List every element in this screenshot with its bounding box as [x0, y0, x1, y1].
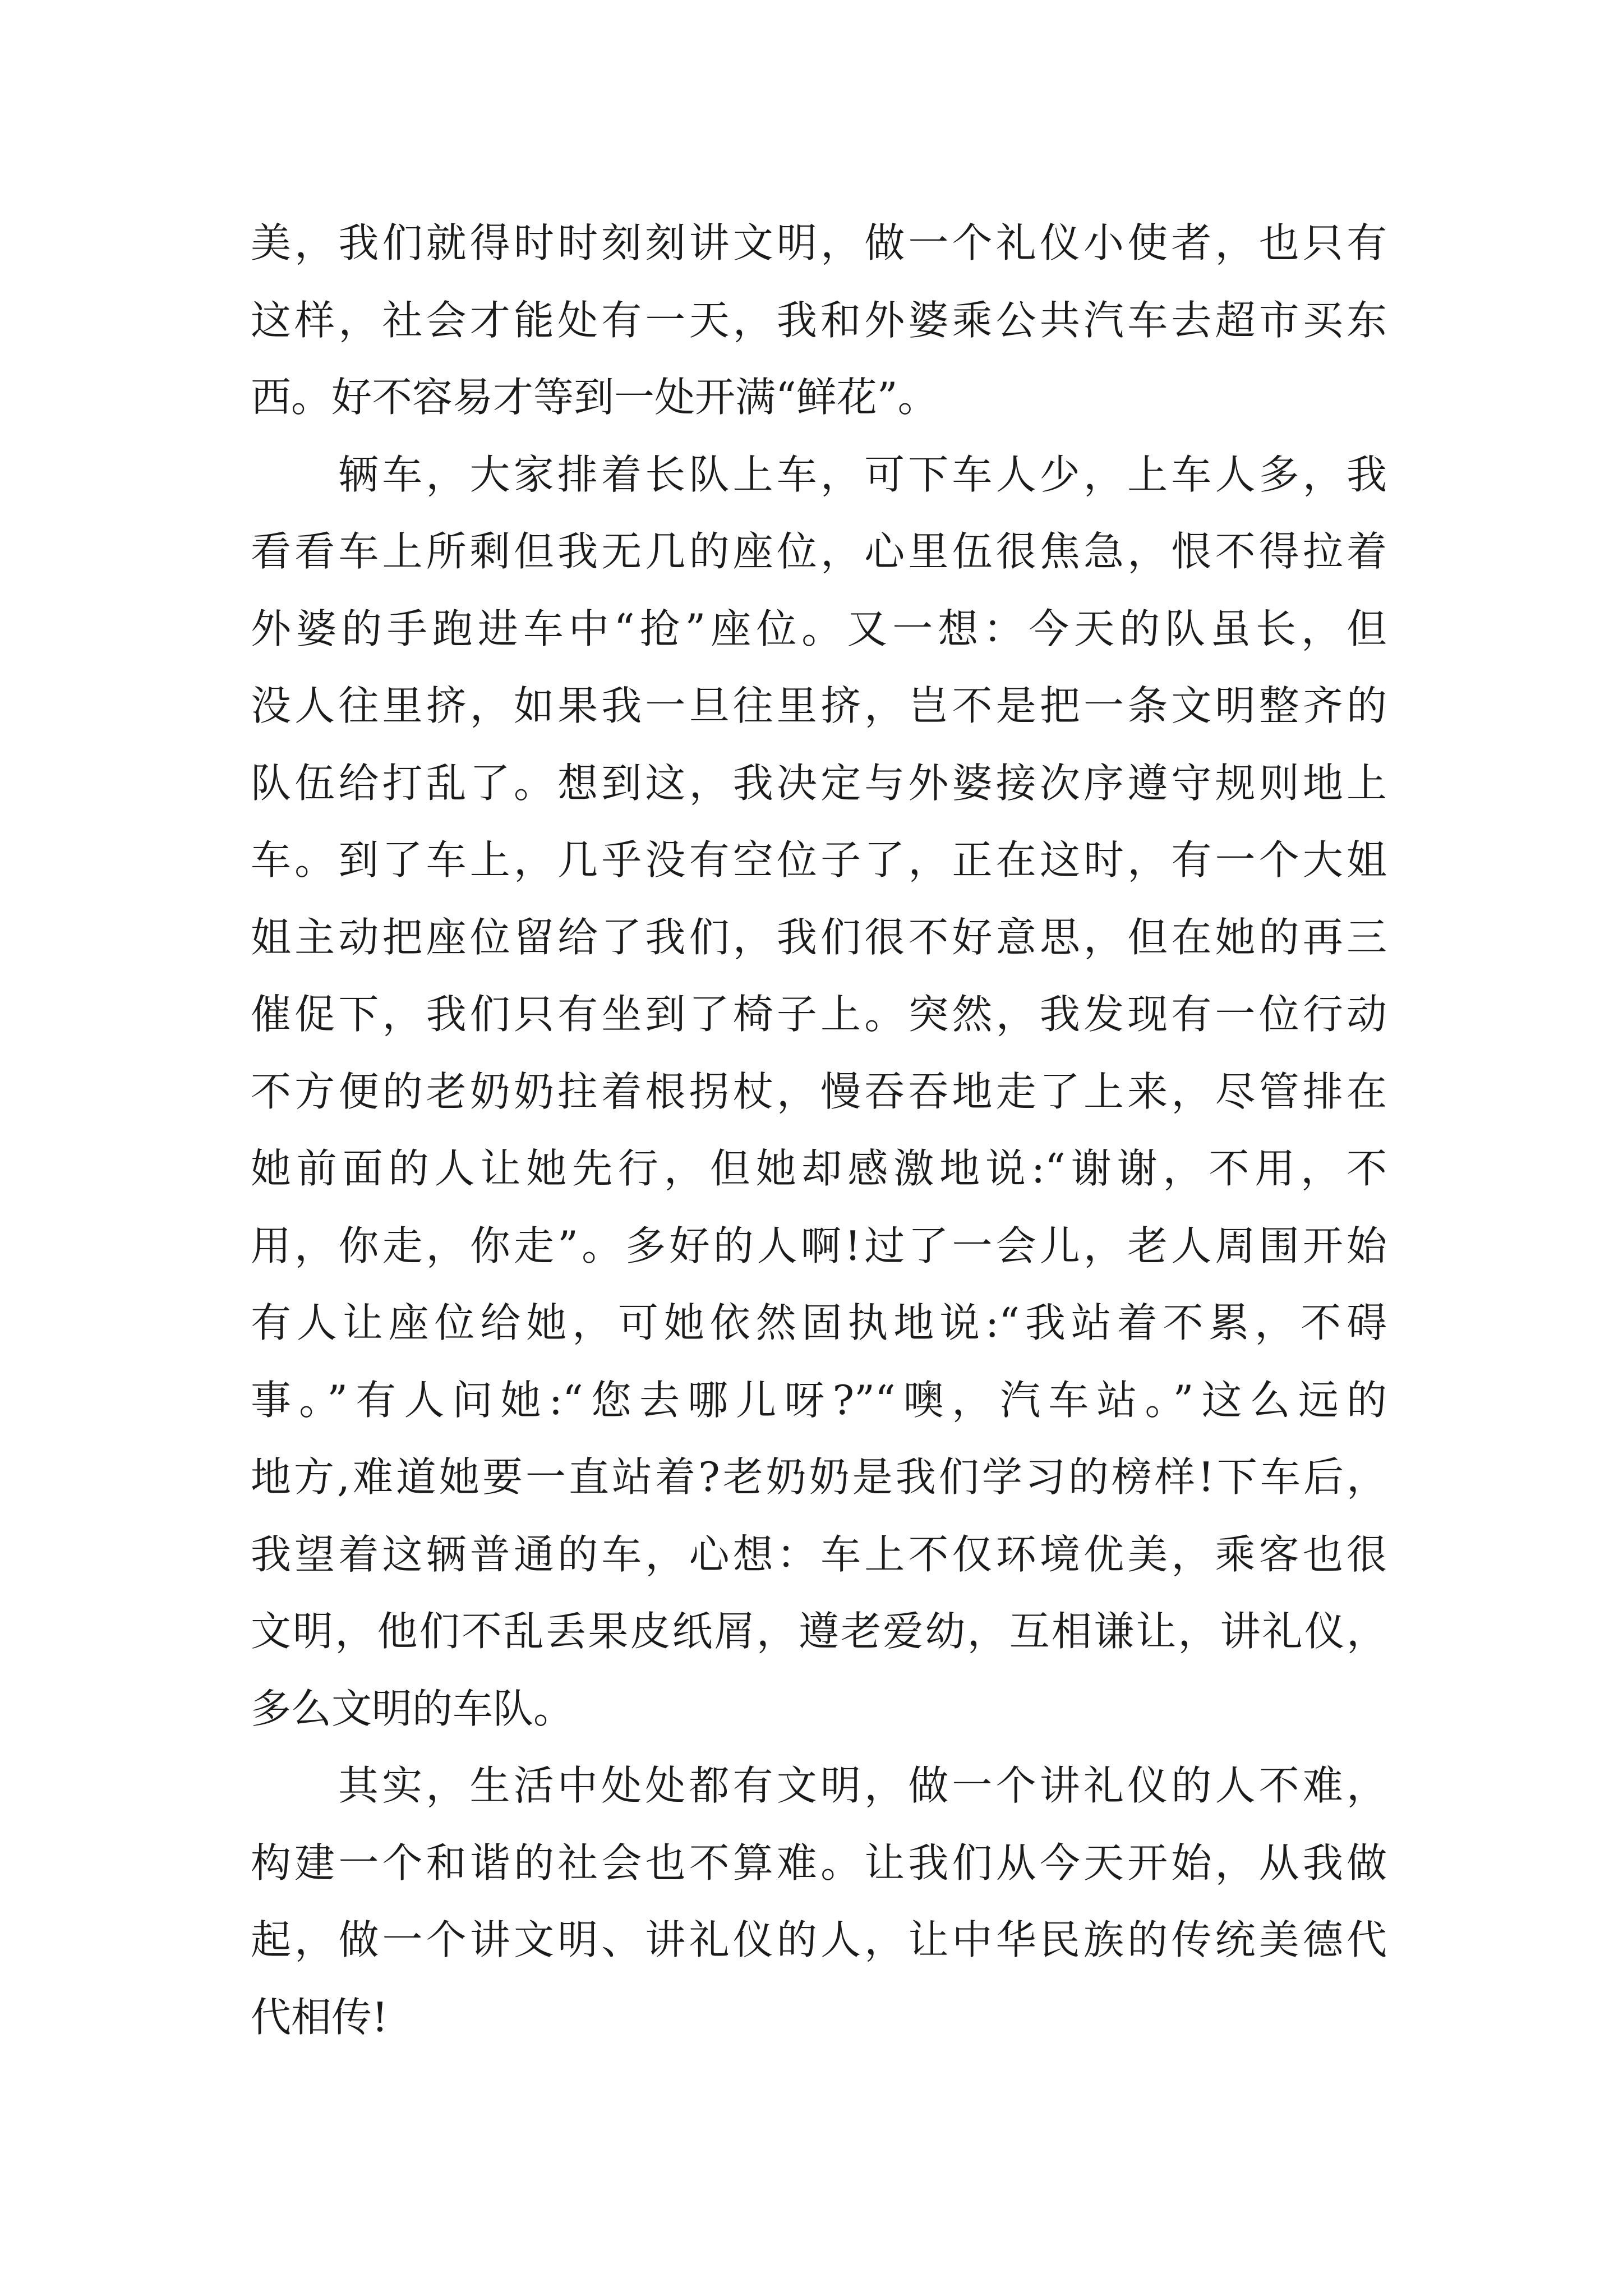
text-line: 看看车上所剩但我无几的座位，心里伍很焦急，恨不得拉着 — [251, 528, 1387, 575]
body-text — [251, 205, 1387, 2056]
text-line: 我望着这辆普通的车，心想：车上不仅环境优美，乘客也很 — [251, 1530, 1387, 1578]
text-line: 用，你走，你走”。多好的人啊!过了一会儿，老人周围开始 — [251, 1222, 1387, 1269]
text-line: 构建一个和谐的社会也不算难。让我们从今天开始，从我做 — [251, 1839, 1387, 1887]
text-line: 地方,难道她要一直站着?老奶奶是我们学习的榜样!下车后， — [251, 1453, 1387, 1501]
paragraph-1 — [251, 205, 1387, 436]
text-line: 其实，生活中处处都有文明，做一个讲礼仪的人不难， — [338, 1762, 1387, 1809]
text-line: 文明，他们不乱丢果皮纸屑，遵老爱幼，互相谦让，讲礼仪， — [251, 1608, 1387, 1655]
text-line: 事。”有人问她:“您去哪儿呀?”“噢，汽车站。”这么远的 — [251, 1376, 1387, 1424]
text-line: 西。好不容易才等到一处开满“鲜花”。 — [251, 374, 938, 421]
text-line: 美，我们就得时时刻刻讲文明，做一个礼仪小使者，也只有 — [251, 219, 1387, 266]
text-line: 没人往里挤，如果我一旦往里挤，岂不是把一条文明整齐的 — [251, 682, 1387, 729]
text-line: 有人让座位给她，可她依然固执地说:“我站着不累，不碍 — [251, 1299, 1387, 1346]
text-line: 不方便的老奶奶拄着根拐杖，慢吞吞地走了上来，尽管排在 — [251, 1068, 1387, 1115]
text-line: 外婆的手跑进车中“抢”座位。又一想：今天的队虽长，但 — [251, 605, 1387, 652]
text-line: 多么文明的车队。 — [251, 1685, 574, 1732]
paragraph-3 — [251, 1747, 1387, 2056]
text-line: 她前面的人让她先行，但她却感激地说:“谢谢，不用，不 — [251, 1145, 1387, 1192]
text-line: 辆车，大家排着长队上车，可下车人少，上车人多，我 — [338, 450, 1387, 498]
text-line: 车。到了车上，几乎没有空位子了，正在这时，有一个大姐 — [251, 836, 1387, 884]
text-line: 姐主动把座位留给了我们，我们很不好意思，但在她的再三 — [251, 913, 1387, 961]
text-line: 代相传! — [251, 1993, 388, 2041]
text-line: 起，做一个讲文明、讲礼仪的人，让中华民族的传统美德代 — [251, 1916, 1387, 1963]
text-line: 这样，社会才能处有一天，我和外婆乘公共汽车去超市买东 — [251, 296, 1387, 344]
text-line: 催促下，我们只有坐到了椅子上。突然，我发现有一位行动 — [251, 991, 1387, 1038]
text-line: 队伍给打乱了。想到这，我决定与外婆接次序遵守规则地上 — [251, 759, 1387, 807]
paragraph-2 — [251, 436, 1387, 1748]
